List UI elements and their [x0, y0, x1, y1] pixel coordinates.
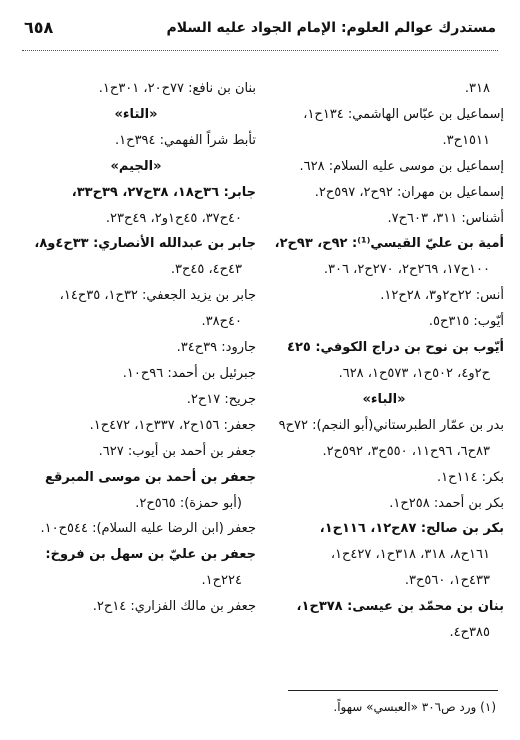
index-entry-line: إسماعيل بن مهران: ٩٢ح٢، ٥٩٧ح٢.	[314, 184, 504, 200]
index-entry-line: ٤٠ح٣٧، ٤٥ح١و٢، ٤٩ح٢٣.	[105, 210, 242, 226]
index-entry-line: جابر بن عبدالله الأنصاري: ٣٣ح٤و٨،	[34, 236, 256, 252]
header-divider	[22, 50, 498, 51]
index-entry-line: جابر بن يزيد الجعفي: ٣٢ح١، ٣٥ح١٤،	[59, 288, 256, 304]
index-entry-line: ٣٨٥ح٤.	[449, 625, 490, 641]
index-entry-line: جعفر بن مالك الفزاري: ١٤ح٢.	[92, 599, 256, 615]
index-entry-line: بدر بن عمّار الطبرستاني(أبو النجم): ٧٢ح٩	[278, 417, 504, 433]
letter-section-heading: «التاء»	[114, 106, 158, 122]
running-header-title: مستدرك عوالم العلوم: الإمام الجواد علیه السلام	[166, 20, 496, 36]
index-entry-line: بكر بن أحمد: ٢٥٨ح١.	[389, 495, 504, 511]
index-entry-line: إسماعيل بن عبّاس الهاشمي: ١٣٤ح١،	[303, 106, 504, 122]
index-entry-line: ح٢و٤، ٥٠٢ح١، ٥٧٣ح١، ٦٢٨.	[338, 365, 490, 381]
index-entry-line: ٨٣ح٦، ٩٦ح١١، ٥٥٠ح٣، ٥٩٢ح٢.	[322, 443, 490, 459]
index-entry-line: بكر بن صالح: ٨٧ح١٢، ١١٦ح١،	[319, 521, 504, 537]
index-entry-line: ٣١٨.	[464, 81, 490, 96]
index-entry-line: بنان بن محمّد بن عيسى: ٣٧٨ح١،	[296, 599, 504, 615]
index-entry-line: ٢٢٤ح١.	[201, 573, 242, 589]
index-entry-line: جابر: ٣٦ح١٨، ٣٨ح٢٧، ٣٩ح٣٣،	[71, 184, 256, 200]
index-entry-line: بكر: ١١٤ح١.	[437, 469, 504, 485]
index-entry-line: أنس: ٢٢ح٢و٣، ٢٨ح١٢.	[380, 288, 504, 304]
index-entry-line: جبرئيل بن أحمد: ٩٦ح١٠.	[122, 365, 256, 381]
index-entry-line: أمية بن عليّ القيسي⁽¹⁾: ٩٢ح، ٩٣ح٢،	[274, 236, 504, 252]
index-entry-line: ٤٣٣ح١، ٥٦٠ح٣.	[404, 573, 490, 589]
letter-section-heading: «الباء»	[362, 391, 406, 407]
index-entry-line: جعفر: ١٥٦ح٢، ٣٣٧ح١، ٤٧٢ح١.	[89, 417, 256, 433]
index-entry-line: ٤٣ح٤، ٤٥ح٣.	[170, 262, 242, 278]
footnote-divider	[288, 690, 498, 691]
index-entry-line: أيّوب بن نوح بن دراج الكوفي: ٤٢٥	[287, 340, 504, 356]
index-entry-line: جعفر (ابن الرضا علیه السلام): ٥٤٤ح١٠.	[40, 521, 256, 537]
index-column-right	[264, 76, 504, 646]
index-entry-line: ٤٠ح٣٨.	[201, 314, 242, 330]
index-entry-line: بنان بن نافع: ٧٧ح٢٠، ٣٠١ح١.	[98, 81, 256, 96]
index-entry-line: (أبو حمزة): ٥٦٥ح٢.	[135, 495, 242, 511]
index-entry-line: أشناس: ٣١١، ٦٠٣ح٧.	[387, 210, 504, 226]
index-entry-line: جريح: ١٧ح٢.	[186, 391, 256, 407]
page-number: ٦٥٨	[24, 18, 54, 37]
index-entry-line: ١٥١١ح٣.	[442, 132, 490, 148]
index-entry-line: جارود: ٣٩ح٣٤.	[176, 340, 256, 356]
index-entry-line: إسماعيل بن موسى علیه السلام: ٦٢٨.	[299, 158, 504, 174]
index-entry-line: ١٦١ح٨، ٣١٨، ٣١٨ح١، ٤٢٧ح١،	[330, 547, 490, 563]
index-entry-line: جعفر بن أحمد بن موسى المبرقع	[45, 469, 256, 485]
index-entry-line: جعفر بن أحمد بن أيوب: ٦٢٧.	[98, 443, 256, 459]
index-column-left	[16, 76, 256, 620]
index-entry-line: أيّوب: ٣١٥ح٥.	[428, 314, 504, 330]
letter-section-heading: «الجيم»	[110, 158, 162, 174]
index-entry-line: جعفر بن عليّ بن سهل بن فروخ:	[45, 547, 256, 563]
index-entry-line: تأبط شراً الفهمي: ٣٩٤ح١.	[115, 132, 256, 148]
footnote: (١) ورد ص٣٠٦ «العبسي» سهواً.	[333, 700, 496, 714]
index-entry-line: ١٠٠ح١٧، ٢٦٩ح٢، ٢٧٠ح٢، ٣٠٦.	[323, 262, 490, 278]
